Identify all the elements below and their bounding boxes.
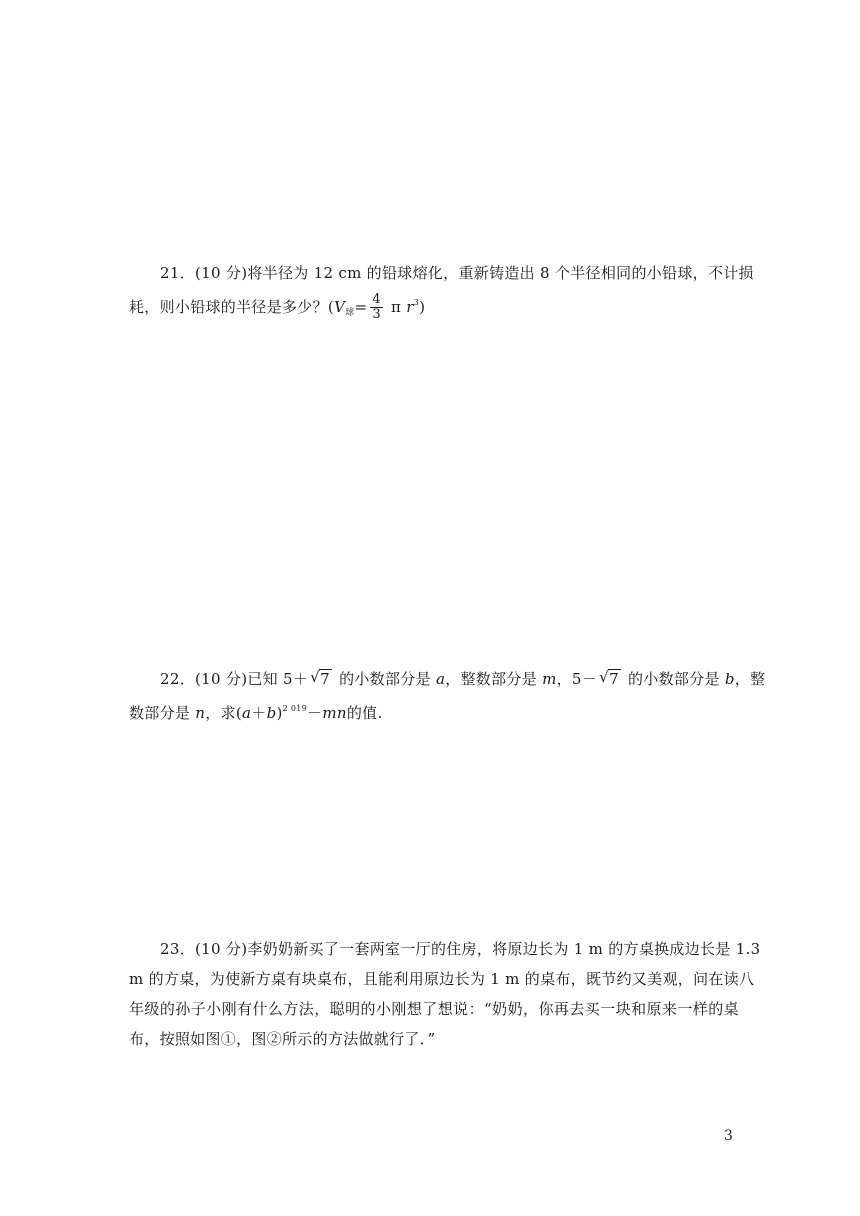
problem-22-score: (10 分) [195,670,248,688]
expr-mn: mn [322,704,347,722]
formula-equals: = [354,298,368,316]
formula-close-paren: ) [419,298,426,316]
problem-23-line-2: m 的方桌，为使新方桌有块桌布，且能利用原边长为 1 m 的桌布，既节约又美观，问在读八 [129,970,755,988]
problem-23 [129,934,761,1054]
problem-22-line2-a: 数部分是 [129,704,196,722]
problem-21-line1-text: 将半径为 12 cm 的铅球熔化，重新铸造出 8 个半径相同的小铅球，不计损 [247,264,754,282]
problem-22 [129,664,766,728]
problem-22-line-2 [129,694,739,728]
formula-fraction-numerator: 4 [372,291,381,307]
formula-fraction [370,293,383,322]
expr-close-paren: ) [276,704,283,722]
problem-22-number: 22 [160,670,180,688]
formula-pi: π [391,298,402,316]
radical-sign-icon: √ [599,668,609,686]
expr-var-a: a [242,704,252,722]
problem-22-line2-b: ，求( [205,704,243,722]
formula-volume-var: V [334,298,346,316]
expr-var-b: b [266,704,277,722]
var-n: n [195,704,206,722]
sqrt-seven-b [599,664,621,694]
formula-radius-exp: 3 [413,298,420,307]
formula-volume-sub: 球 [345,308,355,318]
problem-23-line1-text: 李奶奶新买了一套两室一厅的住房，将原边长为 1 m 的方桌换成边长是 1.3 [247,940,761,958]
problem-21-line-1: 21．(10 分)将半径为 12 cm 的铅球熔化，重新铸造出 8 个半径相同的小铅球，不计损 [160,264,754,282]
radical-sign-icon: √ [310,668,321,686]
problem-22-part-f: ，整 [734,670,766,688]
problem-23-line-3: 年级的孙子小刚有什么方法，聪明的小刚想了想说：“奶奶，你再去买一块和原来一样的桌 [129,1000,739,1018]
problem-23-score: (10 分) [195,940,248,958]
sqrt-seven-a-radicand: 7 [320,670,331,688]
expr-exponent: 2 019 [282,704,308,713]
page-number: 3 [724,1128,733,1144]
problem-22-part-d: ，5－ [556,670,598,688]
var-a: a [435,670,446,688]
problem-22-part-c: ，整数部分是 [445,670,543,688]
var-b: b [724,670,735,688]
problem-22-part-b: 的小数部分是 [334,670,436,688]
problem-21-line2-text: 耗，则小铅球的半径是多少？( [129,298,335,316]
problem-21-number: 21 [160,264,180,282]
var-m: m [542,670,557,688]
problem-21 [129,258,754,328]
expr-plus: ＋ [251,704,267,722]
problem-23-number: 23 [160,940,180,958]
sqrt-seven-b-radicand: 7 [609,670,619,688]
problem-22-line-1: 22．(10 分)已知 5＋ √ 7 的小数部分是 a，整数部分是 m，5－ √ 7 的小数部分是 b，整 [129,664,739,694]
problem-22-line2-c: 的值. [346,704,383,722]
problem-23-line-4: 布，按照如图①，图②所示的方法做就行了．” [129,1030,436,1048]
problem-22-part-e: 的小数部分是 [622,670,725,688]
formula-radius-var: r [406,298,414,316]
sqrt-seven-a [310,664,332,694]
problem-22-part-a: 已知 5＋ [247,670,309,688]
expr-minus: － [307,704,323,722]
problem-21-score: (10 分) [195,264,248,282]
problem-21-line-2 [129,288,739,328]
problem-23-line-1: 23．(10 分)李奶奶新买了一套两室一厅的住房，将原边长为 1 m 的方桌换成边长是 1.3 [160,940,761,958]
formula-fraction-denominator: 3 [372,306,381,322]
